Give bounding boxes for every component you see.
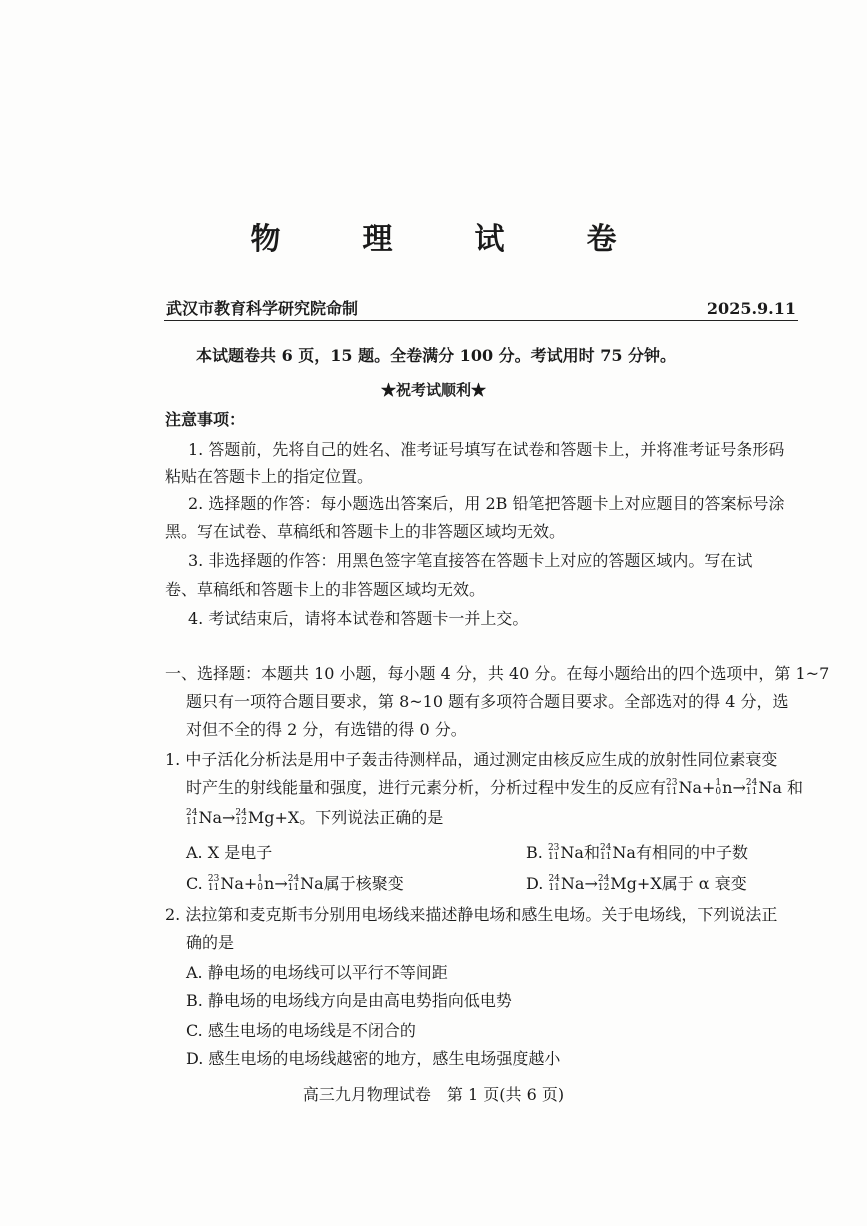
- issuer: 武汉市教育科学研究院命制: [166, 299, 359, 318]
- q2-option-c: C. 感生电场的电场线是不闭合的: [186, 1021, 416, 1040]
- nuclide-neutron: 1 0 n: [257, 873, 275, 893]
- question-1-fragment: 。下列说法正确的是: [299, 808, 444, 827]
- intro-text: 本试题卷共 6 页，15 题。全卷满分 100 分。考试用时 75 分钟。: [196, 346, 677, 365]
- nuclide-na24: 24 11 Na: [287, 873, 324, 893]
- wish-text: ★祝考试顺利★: [380, 381, 486, 399]
- nuclide-na24: 24 11 Na: [548, 873, 585, 893]
- section-instruction: 对但不全的得 2 分，有选错的得 0 分。: [186, 720, 467, 739]
- notice-line: 1. 答题前，先将自己的姓名、准考证号填写在试卷和答题卡上，并将准考证号条形码: [188, 440, 785, 459]
- nuclide-na23: 23 11 Na: [666, 777, 703, 797]
- q1-option-a: A. X 是电子: [186, 843, 273, 862]
- question-1-text: 时产生的射线能量和强度，进行元素分析，分析过程中发生的反应有 23 11 Na+ 1 0 n→ 24 11 Na 和: [186, 777, 803, 797]
- question-1-text: 1. 中子活化分析法是用中子轰击待测样品，通过测定由核反应生成的放射性同位素衰变: [165, 750, 778, 769]
- section-instruction: 一、选择题：本题共 10 小题，每小题 4 分，共 40 分。在每小题给出的四个选项中，第 1~7: [165, 664, 830, 683]
- nuclide-na23: 23 11 Na: [207, 873, 244, 893]
- page-footer: 高三九月物理试卷 第 1 页(共 6 页): [302, 1085, 565, 1104]
- q2-option-a: A. 静电场的电场线可以平行不等间距: [186, 963, 448, 982]
- q1-option-d: D. 24 11 Na→ 24 12 Mg+X属于 α 衰变: [526, 873, 747, 893]
- section-instruction: 题只有一项符合题目要求，第 8~10 题有多项符合题目要求。全部选对的得 4 分，选: [186, 692, 789, 711]
- nuclide-na24: 24 11 Na: [745, 777, 782, 797]
- notice-line: 3. 非选择题的作答：用黑色签字笔直接答在答题卡上对应的答题区域内。写在试: [188, 551, 753, 570]
- q1-option-c: C. 23 11 Na+ 1 0 n→ 24 11 Na属于核聚变: [186, 873, 404, 893]
- header-line: [166, 296, 796, 319]
- page-title: 物 理 试 卷: [250, 222, 643, 257]
- q2-option-d: D. 感生电场的电场线越密的地方，感生电场强度越小: [186, 1049, 561, 1068]
- notice-line: 4. 考试结束后，请将本试卷和答题卡一并上交。: [188, 609, 529, 628]
- exam-date: 2025.9.11: [706, 299, 796, 318]
- nuclide-na24: 24 11 Na: [186, 807, 222, 827]
- question-2-text: 确的是: [186, 933, 235, 952]
- nuclide-mg24: 24 12 Mg: [597, 873, 637, 893]
- nuclide-neutron: 1 0 n: [715, 777, 733, 797]
- q1-option-b: B. 23 11 Na和 24 11 Na有相同的中子数: [526, 842, 748, 862]
- nuclide-na23: 23 11 Na: [547, 842, 584, 862]
- header-divider: [164, 320, 798, 321]
- question-1-fragment: 和: [786, 778, 803, 797]
- question-1-text: 24 11 Na→ 24 12 Mg+X。下列说法正确的是: [186, 807, 444, 827]
- nuclide-na24: 24 11 Na: [599, 842, 636, 862]
- notice-line: 卷、草稿纸和答题卡上的非答题区域均无效。: [165, 580, 486, 599]
- notice-line: 2. 选择题的作答：每小题选出答案后，用 2B 铅笔把答题卡上对应题目的答案标号涂: [188, 494, 785, 513]
- notice-line: 粘贴在答题卡上的指定位置。: [165, 467, 374, 486]
- nuclide-mg24: 24 12 Mg: [235, 807, 275, 827]
- notice-heading: 注意事项：: [165, 410, 246, 429]
- notice-line: 黑。写在试卷、草稿纸和答题卡上的非答题区域均无效。: [165, 522, 566, 541]
- question-1-fragment: 时产生的射线能量和强度，进行元素分析，分析过程中发生的反应有: [186, 778, 667, 797]
- q2-option-b: B. 静电场的电场线方向是由高电势指向低电势: [186, 991, 512, 1010]
- question-2-text: 2. 法拉第和麦克斯韦分别用电场线来描述静电场和感生电场。关于电场线，下列说法正: [165, 905, 778, 924]
